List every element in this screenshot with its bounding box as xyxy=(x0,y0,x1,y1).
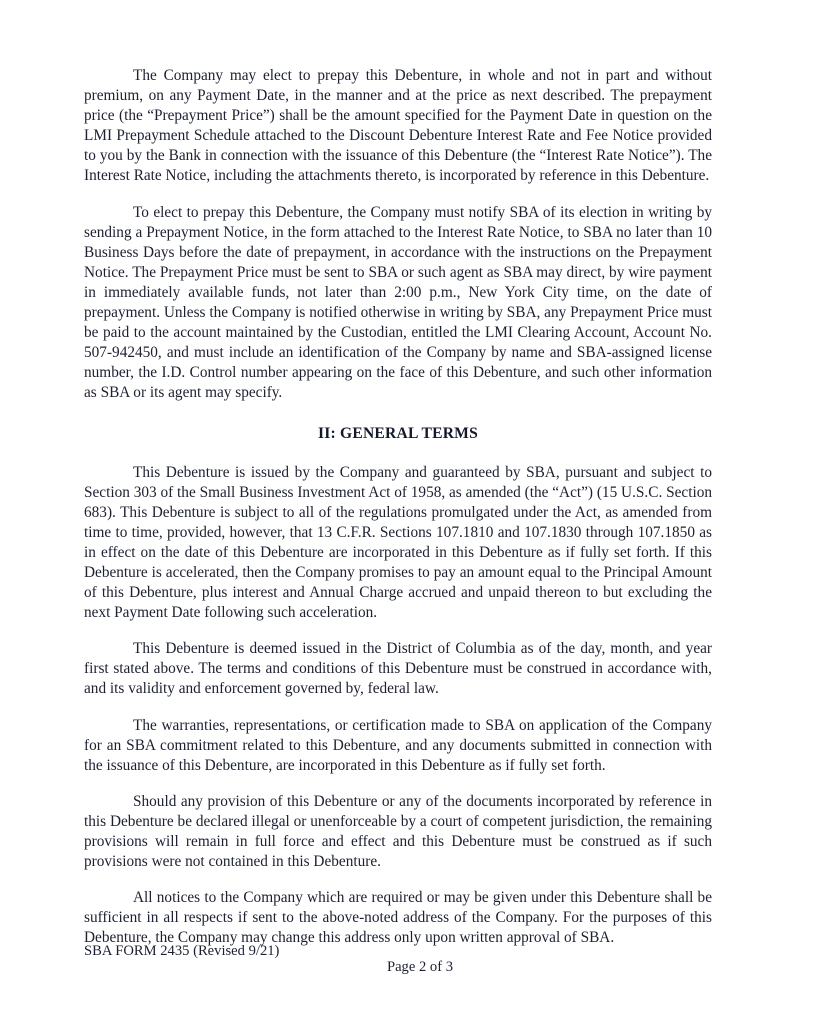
paragraph-severability: Should any provision of this Debenture or any of the documents incorporated by reference in this Debenture be declared illegal or unenforceable by a court of competent jurisdiction, the remaining provisions will remain in full force and effect and this Debenture must be construed as if such provisions were not contained in this Debenture. xyxy=(84,792,712,871)
paragraph-warranties-incorporated: The warranties, representations, or certification made to SBA on application of the Company for an SBA commitment related to this Debenture, and any documents submitted in connection with the issuance of this Debenture, are incorporated in this Debenture as if fully set forth. xyxy=(84,716,712,774)
section-heading-general-terms: II: GENERAL TERMS xyxy=(318,424,478,442)
paragraph-prepayment-procedure: To elect to prepay this Debenture, the Company must notify SBA of its election in writing by sending a Prepayment Notice, in the form attached to the Interest Rate Notice, to SBA no later than 10 Business Days before the date of prepayment, in accordance with the instructions on the Prepayment Notice. The Prepayment Price must be sent to SBA or such agent as SBA may direct, by wire payment in immediately available funds, not later than 2:00 p.m., New York City time, on the date of prepayment. Unless the Company is notified otherwise in writing by SBA, any Prepayment Price must be paid to the account maintained by the Custodian, entitled the LMI Clearing Account, Account No. 507-942450, and must include an identification of the Company by name and SBA-assigned license number, the I.D. Control number appearing on the face of this Debenture, and such other information as SBA or its agent may specify. xyxy=(84,203,712,402)
footer-form-identifier: SBA FORM 2435 (Revised 9/21) xyxy=(84,943,280,959)
footer-page-number: Page 2 of 3 xyxy=(386,959,454,975)
paragraph-governing-law: This Debenture is deemed issued in the District of Columbia as of the day, month, and year first stated above. The terms and conditions of this Debenture must be construed in accordance with, and its validity and enforcement governed by, federal law. xyxy=(84,640,712,698)
paragraph-prepayment-election: The Company may elect to prepay this Debenture, in whole and not in part and without premium, on any Payment Date, in the manner and at the price as next described. The prepayment price (the “Prepayment Price”) shall be the amount specified for the Payment Date in question on the LMI Prepayment Schedule attached to the Discount Debenture Interest Rate and Fee Notice provided to you by the Bank in connection with the issuance of this Debenture (the “Interest Rate Notice”). The Interest Rate Notice, including the attachments thereto, is incorporated by reference in this Debenture. xyxy=(84,67,712,185)
paragraph-issuance-and-guarantee: This Debenture is issued by the Company and guaranteed by SBA, pursuant and subject to Section 303 of the Small Business Investment Act of 1958, as amended (the “Act”) (15 U.S.C. Section 683). This Debenture is subject to all of the regulations promulgated under the Act, as amended from time to time, provided, however, that 13 C.F.R. Sections 107.1810 and 107.1830 through 107.1850 as in effect on the date of this Debenture are incorporated in this Debenture as if fully set forth. If this Debenture is accelerated, then the Company promises to pay an amount equal to the Principal Amount of this Debenture, plus interest and Annual Charge accrued and unpaid thereon to but excluding the next Payment Date following such acceleration. xyxy=(84,463,712,622)
document-body xyxy=(84,66,712,948)
paragraph-notices: All notices to the Company which are required or may be given under this Debenture shall be sufficient in all respects if sent to the above-noted address of the Company. For the purposes of this Debenture, the Company may change this address only upon written approval of SBA. xyxy=(84,889,712,947)
